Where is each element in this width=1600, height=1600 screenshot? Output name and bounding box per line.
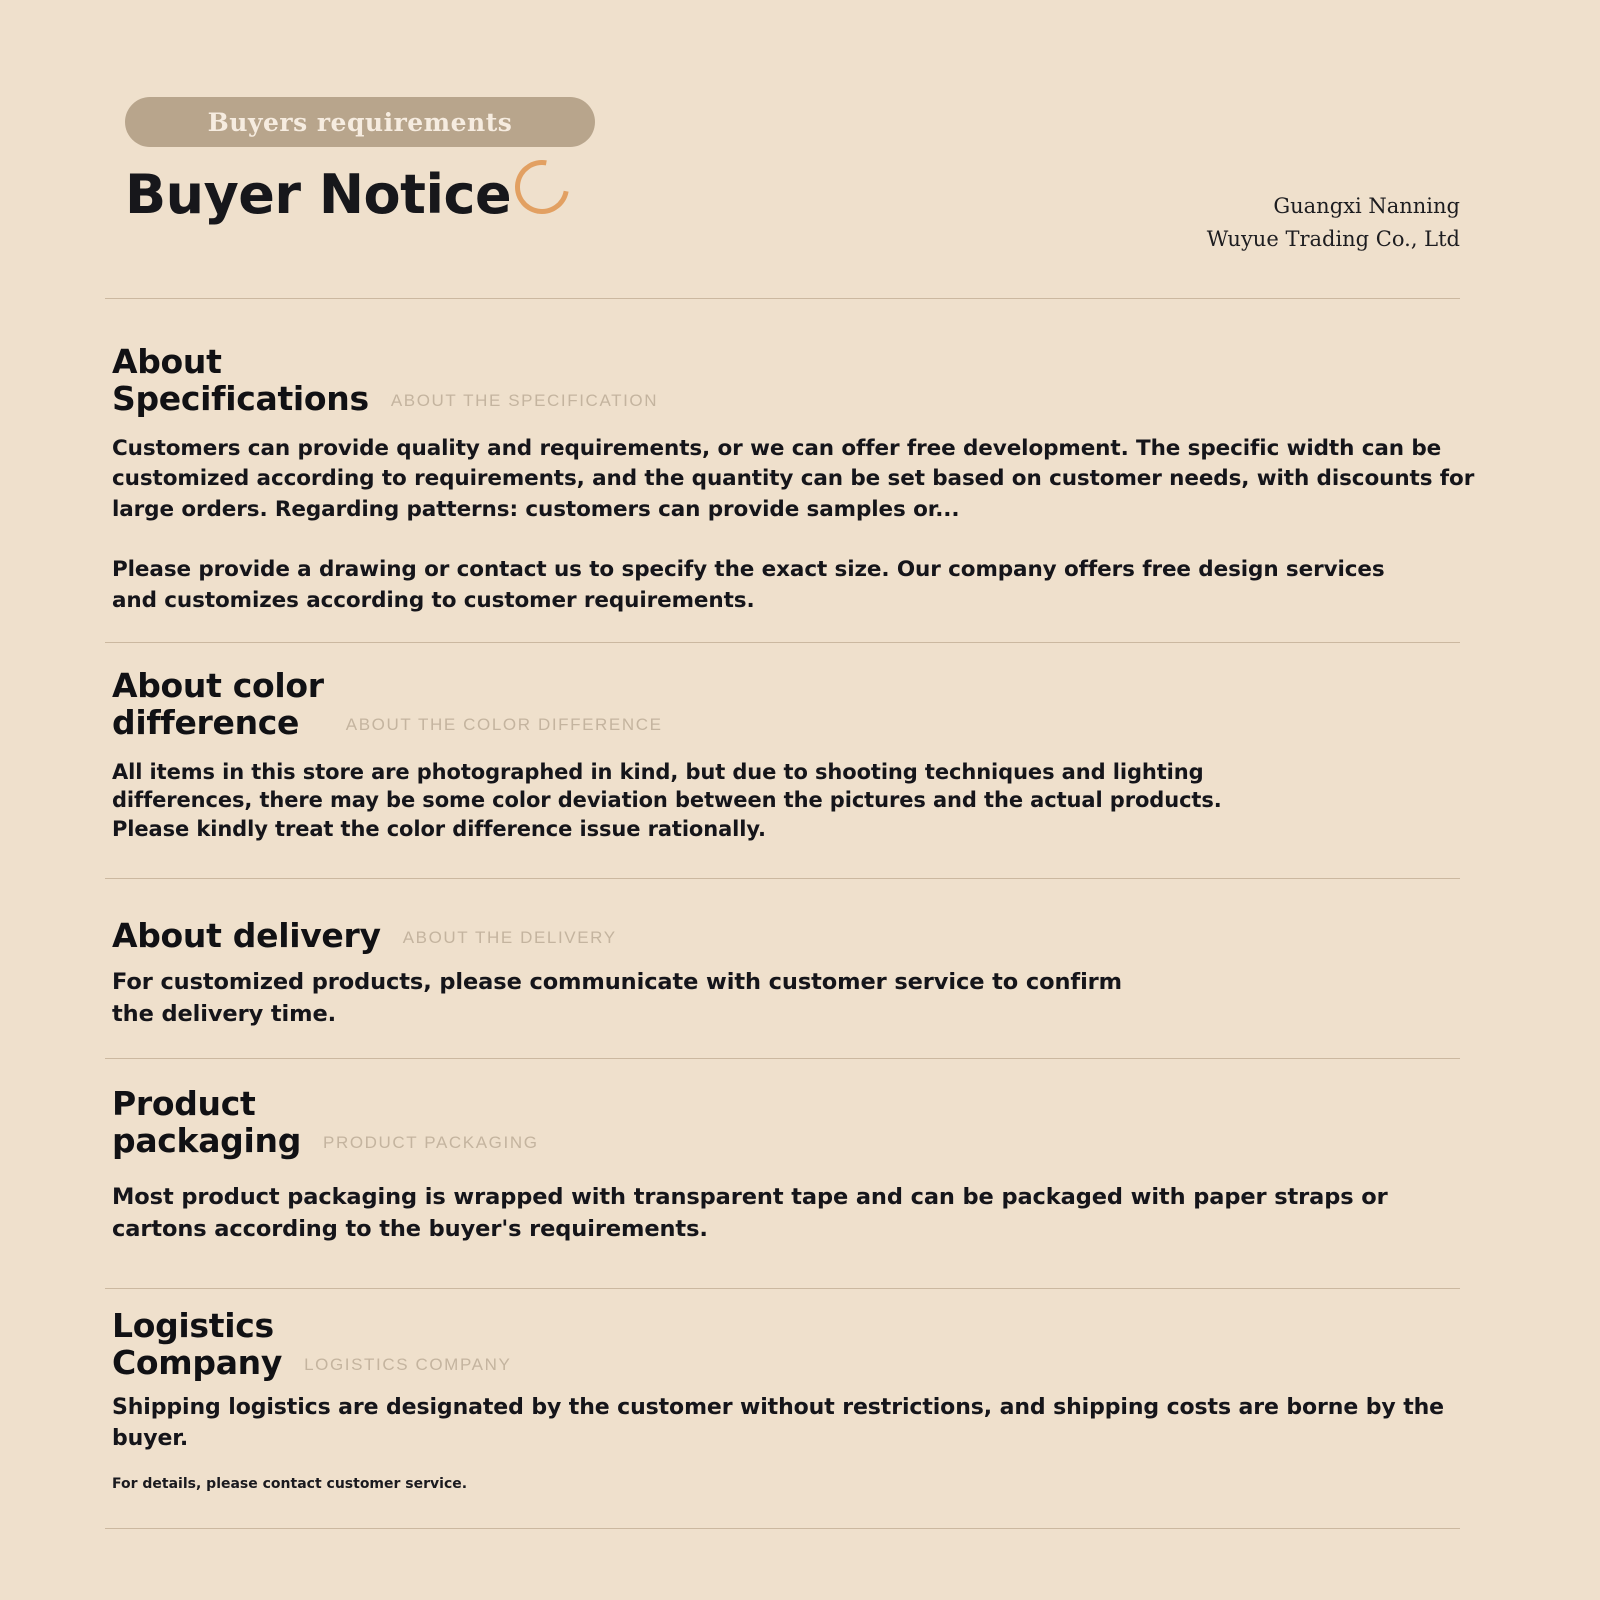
section-paragraph-1: For customized products, please communicate with customer service to confirm the delivery time. <box>112 968 1123 1027</box>
section-delivery <box>112 918 1502 1031</box>
section-subheading: ABOUT THE DELIVERY <box>402 927 617 947</box>
section-subheading: LOGISTICS COMPANY <box>304 1354 512 1374</box>
divider-3 <box>105 1058 1460 1059</box>
divider-top <box>105 298 1460 299</box>
section-subheading: ABOUT THE COLOR DIFFERENCE <box>345 714 663 734</box>
company-line-2: Wuyue Trading Co., Ltd <box>1206 226 1460 251</box>
company-name <box>1207 190 1460 255</box>
page-title-wrap <box>125 163 512 226</box>
section-color-difference <box>112 668 1502 844</box>
page-title: Buyer Notice <box>125 163 512 226</box>
section-header <box>112 918 1502 955</box>
section-packaging <box>112 1086 1502 1246</box>
company-line-1: Guangxi Nanning <box>1273 194 1460 218</box>
section-logistics <box>112 1308 1502 1492</box>
section-paragraph-1: Most product packaging is wrapped with transparent tape and can be packaged with paper straps or cartons according to the buyer's requirements. <box>112 1183 1388 1242</box>
section-specifications <box>112 344 1502 616</box>
section-note: For details, please contact customer service. <box>112 1476 468 1493</box>
ring-decoration-icon <box>504 149 579 224</box>
buyers-requirements-badge <box>125 97 595 147</box>
section-header <box>112 668 1502 742</box>
section-subheading: PRODUCT PACKAGING <box>323 1132 539 1152</box>
section-paragraph-1: Shipping logistics are designated by the customer without restrictions, and shipping costs are borne by the buyer. <box>112 1394 1444 1452</box>
section-header <box>112 1308 1502 1382</box>
section-paragraph-2: Please provide a drawing or contact us to specify the exact size. Our company offers free design services and customizes according to customer requirements. <box>112 557 1385 613</box>
section-heading: Logistics Company <box>112 1306 283 1382</box>
section-heading: About Specifications <box>112 342 369 418</box>
divider-bottom <box>105 1528 1460 1529</box>
section-paragraph-1: Customers can provide quality and requirements, or we can offer free development. The specific width can be customized according to requirements, and the quantity can be set based on customer needs, with discounts for large orders. Regarding patterns: customers can provide samples or... <box>112 435 1475 522</box>
badge-label: Buyers requirements <box>207 107 513 137</box>
section-heading: Product packaging <box>112 1084 302 1160</box>
divider-4 <box>105 1288 1460 1289</box>
section-header <box>112 344 1502 418</box>
divider-2 <box>105 878 1460 879</box>
section-header <box>112 1086 1502 1160</box>
section-subheading: ABOUT THE SPECIFICATION <box>390 390 659 410</box>
section-heading: About delivery <box>112 916 381 955</box>
divider-1 <box>105 642 1460 643</box>
section-paragraph-1: All items in this store are photographed in kind, but due to shooting techniques and lighting differences, there may be some color deviation between the pictures and the actual products. Please kindly treat the color difference issue rationally. <box>112 759 1222 841</box>
section-heading: About color difference <box>112 666 324 742</box>
